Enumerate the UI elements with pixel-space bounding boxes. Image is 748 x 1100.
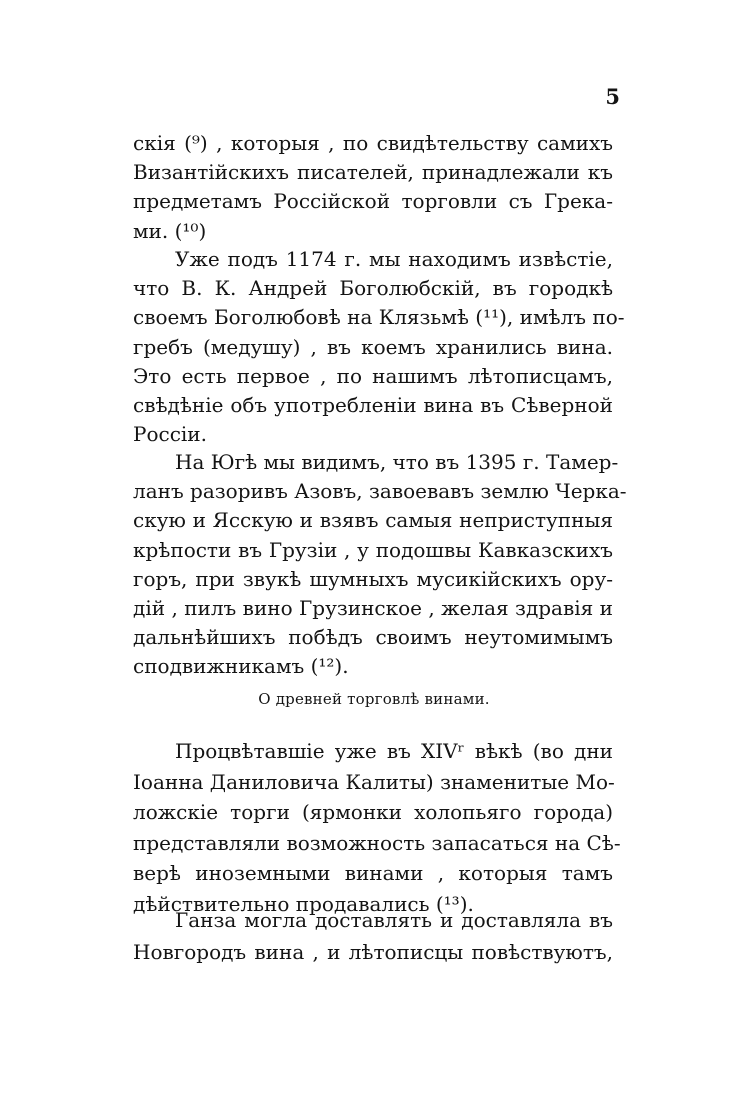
text-line: крѣпости въ Грузіи , у подошвы Кавказскихъ bbox=[133, 537, 613, 562]
text-line: верѣ иноземными винами , которыя тамъ bbox=[133, 861, 613, 885]
text-line: свѣдѣніе объ употребленіи вина въ Сѣверной bbox=[133, 392, 613, 417]
text-line: Византійскихъ писателей, принадлежали къ bbox=[133, 160, 613, 185]
text-line: предметамъ Россійской торговли съ Грека- bbox=[133, 189, 613, 214]
text-line: Іоанна Даниловича Калиты) знаменитые Мо- bbox=[133, 769, 615, 794]
text-line: Ганза могла доставлять и доставляла въ bbox=[175, 908, 613, 932]
text-line: Россіи. bbox=[133, 422, 207, 447]
text-line: скія (⁹) , которыя , по свидѣтельству самихъ bbox=[133, 131, 613, 155]
paragraph-4 bbox=[133, 736, 621, 919]
text-line: На Югѣ мы видимъ, что въ 1395 г. Тамер- bbox=[175, 450, 619, 474]
text-line: ми. (¹⁰) bbox=[133, 218, 207, 243]
text-line: ланъ разоривъ Азовъ, завоевавъ землю Черка- bbox=[133, 479, 627, 504]
text-line: Процвѣтавшіе уже въ XIVʳ вѣкѣ (во дни bbox=[175, 739, 613, 763]
paragraph-2 bbox=[133, 245, 625, 449]
text-line: представляли возможность запасаться на Сѣ- bbox=[133, 830, 621, 855]
text-line: что В. К. Андрей Боголюбскій, въ городкѣ bbox=[133, 276, 613, 301]
paragraph-5 bbox=[133, 904, 613, 968]
text-line: своемъ Боголюбовѣ на Клязьмѣ (¹¹), имѣлъ по- bbox=[133, 305, 625, 330]
text-line: ложскіе торги (ярмонки холопьяго города) bbox=[133, 800, 613, 824]
page-number: 5 bbox=[605, 84, 620, 109]
text-line: сподвижникамъ (¹²). bbox=[133, 654, 349, 679]
text-line: Уже подъ 1174 г. мы находимъ извѣстіе, bbox=[175, 247, 613, 271]
paragraph-1 bbox=[133, 129, 613, 246]
text-line: дѣйствительно продавались (¹³). bbox=[133, 891, 474, 916]
paragraph-3 bbox=[133, 448, 627, 682]
text-line: скую и Ясскую и взявъ самыя неприступныя bbox=[133, 508, 613, 533]
text-line: дій , пилъ вино Грузинское , желая здравія и bbox=[133, 595, 613, 620]
text-line: горъ, при звукѣ шумныхъ мусикійскихъ ору- bbox=[133, 566, 613, 591]
text-line: Новгородъ вина , и лѣтописцы повѣствуютъ, bbox=[133, 940, 613, 964]
text-line: Это есть первое , по нашимъ лѣтописцамъ, bbox=[133, 363, 613, 388]
text-line: гребъ (медушу) , въ коемъ хранились вина. bbox=[133, 334, 613, 359]
section-heading: О древней торговлѣ винами. bbox=[258, 690, 490, 708]
text-line: дальнѣйшихъ побѣдъ своимъ неутомимымъ bbox=[133, 625, 613, 650]
